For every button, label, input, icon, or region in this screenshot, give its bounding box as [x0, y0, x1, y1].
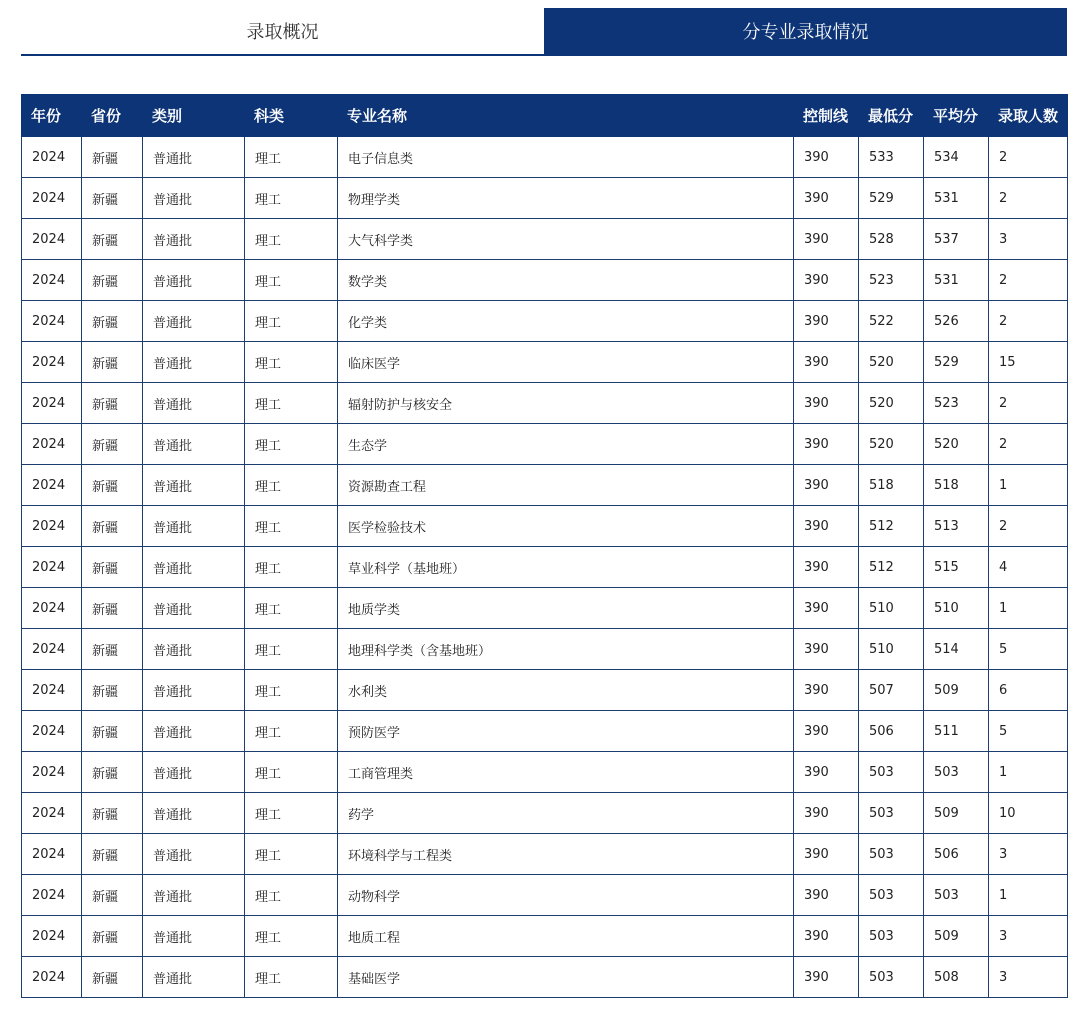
cell-avg-score: 503: [924, 752, 989, 793]
cell-province: 新疆: [82, 424, 143, 465]
cell-province: 新疆: [82, 670, 143, 711]
table-row: [22, 875, 1068, 916]
tab-admission-overview[interactable]: 录取概况: [21, 8, 544, 54]
cell-control-line: 390: [794, 588, 859, 629]
cell-control-line: 390: [794, 629, 859, 670]
cell-avg-score: 537: [924, 219, 989, 260]
cell-control-line: 390: [794, 916, 859, 957]
cell-subject-type: 理工: [245, 957, 338, 998]
header-batch: 类别: [143, 95, 245, 137]
cell-admitted-count: 1: [989, 752, 1068, 793]
cell-year: 2024: [22, 547, 82, 588]
cell-province: 新疆: [82, 383, 143, 424]
cell-major-name: 地理科学类（含基地班）: [338, 629, 794, 670]
cell-batch: 普通批: [143, 793, 245, 834]
cell-subject-type: 理工: [245, 793, 338, 834]
cell-year: 2024: [22, 465, 82, 506]
cell-admitted-count: 2: [989, 178, 1068, 219]
table-header-row: [22, 95, 1068, 137]
table-row: [22, 260, 1068, 301]
table-body: [22, 137, 1068, 998]
cell-subject-type: 理工: [245, 547, 338, 588]
cell-year: 2024: [22, 834, 82, 875]
cell-control-line: 390: [794, 219, 859, 260]
cell-min-score: 512: [859, 547, 924, 588]
cell-year: 2024: [22, 752, 82, 793]
cell-major-name: 基础医学: [338, 957, 794, 998]
cell-province: 新疆: [82, 957, 143, 998]
cell-min-score: 503: [859, 916, 924, 957]
cell-avg-score: 503: [924, 875, 989, 916]
cell-subject-type: 理工: [245, 219, 338, 260]
cell-year: 2024: [22, 137, 82, 178]
cell-province: 新疆: [82, 506, 143, 547]
cell-batch: 普通批: [143, 711, 245, 752]
cell-year: 2024: [22, 178, 82, 219]
cell-province: 新疆: [82, 711, 143, 752]
cell-control-line: 390: [794, 424, 859, 465]
cell-min-score: 528: [859, 219, 924, 260]
tab-bar: [21, 8, 1067, 56]
table-row: [22, 588, 1068, 629]
cell-avg-score: 534: [924, 137, 989, 178]
cell-year: 2024: [22, 629, 82, 670]
cell-province: 新疆: [82, 260, 143, 301]
cell-year: 2024: [22, 301, 82, 342]
cell-control-line: 390: [794, 875, 859, 916]
table-row: [22, 219, 1068, 260]
admission-table: [21, 94, 1068, 998]
cell-min-score: 520: [859, 342, 924, 383]
header-control-line: 控制线: [794, 95, 859, 137]
cell-batch: 普通批: [143, 547, 245, 588]
cell-province: 新疆: [82, 547, 143, 588]
cell-control-line: 390: [794, 957, 859, 998]
cell-province: 新疆: [82, 793, 143, 834]
cell-batch: 普通批: [143, 342, 245, 383]
cell-admitted-count: 1: [989, 875, 1068, 916]
tab-admission-by-major[interactable]: 分专业录取情况: [544, 8, 1067, 54]
cell-batch: 普通批: [143, 957, 245, 998]
cell-subject-type: 理工: [245, 670, 338, 711]
cell-min-score: 503: [859, 875, 924, 916]
cell-subject-type: 理工: [245, 629, 338, 670]
cell-province: 新疆: [82, 752, 143, 793]
cell-control-line: 390: [794, 506, 859, 547]
cell-province: 新疆: [82, 219, 143, 260]
cell-batch: 普通批: [143, 834, 245, 875]
cell-avg-score: 513: [924, 506, 989, 547]
cell-min-score: 520: [859, 424, 924, 465]
cell-province: 新疆: [82, 178, 143, 219]
table-row: [22, 752, 1068, 793]
header-province: 省份: [82, 95, 143, 137]
cell-year: 2024: [22, 875, 82, 916]
cell-year: 2024: [22, 260, 82, 301]
cell-subject-type: 理工: [245, 137, 338, 178]
cell-min-score: 529: [859, 178, 924, 219]
cell-avg-score: 520: [924, 424, 989, 465]
cell-year: 2024: [22, 916, 82, 957]
cell-major-name: 地质工程: [338, 916, 794, 957]
table-row: [22, 137, 1068, 178]
table-row: [22, 301, 1068, 342]
cell-min-score: 503: [859, 752, 924, 793]
cell-year: 2024: [22, 219, 82, 260]
cell-admitted-count: 2: [989, 301, 1068, 342]
cell-admitted-count: 3: [989, 957, 1068, 998]
cell-subject-type: 理工: [245, 506, 338, 547]
table-row: [22, 506, 1068, 547]
cell-control-line: 390: [794, 793, 859, 834]
cell-batch: 普通批: [143, 916, 245, 957]
cell-avg-score: 509: [924, 670, 989, 711]
cell-min-score: 520: [859, 383, 924, 424]
cell-avg-score: 509: [924, 793, 989, 834]
cell-province: 新疆: [82, 137, 143, 178]
cell-subject-type: 理工: [245, 834, 338, 875]
cell-min-score: 510: [859, 588, 924, 629]
cell-min-score: 503: [859, 957, 924, 998]
cell-subject-type: 理工: [245, 752, 338, 793]
cell-batch: 普通批: [143, 137, 245, 178]
cell-subject-type: 理工: [245, 916, 338, 957]
cell-subject-type: 理工: [245, 588, 338, 629]
cell-admitted-count: 2: [989, 137, 1068, 178]
cell-admitted-count: 3: [989, 834, 1068, 875]
cell-avg-score: 526: [924, 301, 989, 342]
cell-batch: 普通批: [143, 178, 245, 219]
table-row: [22, 465, 1068, 506]
cell-province: 新疆: [82, 301, 143, 342]
cell-major-name: 水利类: [338, 670, 794, 711]
cell-subject-type: 理工: [245, 711, 338, 752]
cell-control-line: 390: [794, 342, 859, 383]
cell-min-score: 522: [859, 301, 924, 342]
cell-admitted-count: 3: [989, 916, 1068, 957]
cell-avg-score: 531: [924, 260, 989, 301]
cell-min-score: 523: [859, 260, 924, 301]
cell-major-name: 临床医学: [338, 342, 794, 383]
header-min-score: 最低分: [859, 95, 924, 137]
cell-control-line: 390: [794, 178, 859, 219]
table-row: [22, 424, 1068, 465]
cell-avg-score: 518: [924, 465, 989, 506]
cell-year: 2024: [22, 383, 82, 424]
cell-control-line: 390: [794, 465, 859, 506]
cell-major-name: 电子信息类: [338, 137, 794, 178]
cell-subject-type: 理工: [245, 342, 338, 383]
cell-admitted-count: 4: [989, 547, 1068, 588]
cell-year: 2024: [22, 588, 82, 629]
table-row: [22, 711, 1068, 752]
header-major-name: 专业名称: [338, 95, 794, 137]
cell-admitted-count: 2: [989, 260, 1068, 301]
cell-batch: 普通批: [143, 752, 245, 793]
cell-min-score: 503: [859, 793, 924, 834]
cell-batch: 普通批: [143, 588, 245, 629]
cell-province: 新疆: [82, 875, 143, 916]
cell-batch: 普通批: [143, 219, 245, 260]
cell-avg-score: 511: [924, 711, 989, 752]
cell-avg-score: 531: [924, 178, 989, 219]
cell-major-name: 辐射防护与核安全: [338, 383, 794, 424]
cell-major-name: 预防医学: [338, 711, 794, 752]
cell-batch: 普通批: [143, 383, 245, 424]
cell-min-score: 512: [859, 506, 924, 547]
cell-admitted-count: 5: [989, 711, 1068, 752]
cell-province: 新疆: [82, 629, 143, 670]
cell-year: 2024: [22, 711, 82, 752]
cell-control-line: 390: [794, 711, 859, 752]
cell-control-line: 390: [794, 260, 859, 301]
cell-major-name: 数学类: [338, 260, 794, 301]
cell-admitted-count: 5: [989, 629, 1068, 670]
cell-year: 2024: [22, 506, 82, 547]
cell-year: 2024: [22, 670, 82, 711]
cell-major-name: 医学检验技术: [338, 506, 794, 547]
cell-major-name: 动物科学: [338, 875, 794, 916]
cell-year: 2024: [22, 957, 82, 998]
cell-major-name: 环境科学与工程类: [338, 834, 794, 875]
cell-batch: 普通批: [143, 670, 245, 711]
cell-admitted-count: 6: [989, 670, 1068, 711]
cell-control-line: 390: [794, 383, 859, 424]
cell-major-name: 大气科学类: [338, 219, 794, 260]
cell-province: 新疆: [82, 834, 143, 875]
cell-avg-score: 529: [924, 342, 989, 383]
cell-major-name: 草业科学（基地班）: [338, 547, 794, 588]
cell-min-score: 503: [859, 834, 924, 875]
table-row: [22, 629, 1068, 670]
cell-control-line: 390: [794, 752, 859, 793]
cell-major-name: 地质学类: [338, 588, 794, 629]
cell-year: 2024: [22, 424, 82, 465]
cell-admitted-count: 3: [989, 219, 1068, 260]
cell-avg-score: 506: [924, 834, 989, 875]
cell-control-line: 390: [794, 547, 859, 588]
cell-province: 新疆: [82, 342, 143, 383]
cell-year: 2024: [22, 793, 82, 834]
header-year: 年份: [22, 95, 82, 137]
table-row: [22, 834, 1068, 875]
cell-subject-type: 理工: [245, 301, 338, 342]
cell-subject-type: 理工: [245, 383, 338, 424]
cell-avg-score: 509: [924, 916, 989, 957]
cell-subject-type: 理工: [245, 465, 338, 506]
header-admitted-count: 录取人数: [989, 95, 1068, 137]
header-subject-type: 科类: [245, 95, 338, 137]
cell-admitted-count: 10: [989, 793, 1068, 834]
cell-control-line: 390: [794, 834, 859, 875]
cell-min-score: 510: [859, 629, 924, 670]
cell-province: 新疆: [82, 588, 143, 629]
cell-admitted-count: 2: [989, 383, 1068, 424]
cell-avg-score: 514: [924, 629, 989, 670]
cell-min-score: 518: [859, 465, 924, 506]
cell-admitted-count: 1: [989, 588, 1068, 629]
table-row: [22, 547, 1068, 588]
cell-avg-score: 523: [924, 383, 989, 424]
cell-subject-type: 理工: [245, 875, 338, 916]
cell-batch: 普通批: [143, 465, 245, 506]
header-avg-score: 平均分: [924, 95, 989, 137]
cell-min-score: 507: [859, 670, 924, 711]
cell-admitted-count: 15: [989, 342, 1068, 383]
cell-min-score: 506: [859, 711, 924, 752]
cell-subject-type: 理工: [245, 424, 338, 465]
table-row: [22, 342, 1068, 383]
cell-avg-score: 508: [924, 957, 989, 998]
cell-province: 新疆: [82, 916, 143, 957]
cell-batch: 普通批: [143, 424, 245, 465]
cell-batch: 普通批: [143, 629, 245, 670]
cell-major-name: 资源勘查工程: [338, 465, 794, 506]
cell-major-name: 物理学类: [338, 178, 794, 219]
cell-major-name: 生态学: [338, 424, 794, 465]
cell-control-line: 390: [794, 137, 859, 178]
cell-major-name: 化学类: [338, 301, 794, 342]
cell-subject-type: 理工: [245, 260, 338, 301]
table-row: [22, 957, 1068, 998]
cell-admitted-count: 2: [989, 424, 1068, 465]
table-row: [22, 916, 1068, 957]
cell-avg-score: 515: [924, 547, 989, 588]
cell-year: 2024: [22, 342, 82, 383]
table-row: [22, 793, 1068, 834]
table-row: [22, 178, 1068, 219]
cell-batch: 普通批: [143, 301, 245, 342]
cell-subject-type: 理工: [245, 178, 338, 219]
cell-batch: 普通批: [143, 506, 245, 547]
cell-admitted-count: 1: [989, 465, 1068, 506]
cell-batch: 普通批: [143, 875, 245, 916]
cell-major-name: 药学: [338, 793, 794, 834]
cell-min-score: 533: [859, 137, 924, 178]
cell-admitted-count: 2: [989, 506, 1068, 547]
table-row: [22, 670, 1068, 711]
cell-province: 新疆: [82, 465, 143, 506]
cell-control-line: 390: [794, 670, 859, 711]
cell-avg-score: 510: [924, 588, 989, 629]
table-row: [22, 383, 1068, 424]
cell-control-line: 390: [794, 301, 859, 342]
cell-major-name: 工商管理类: [338, 752, 794, 793]
cell-batch: 普通批: [143, 260, 245, 301]
